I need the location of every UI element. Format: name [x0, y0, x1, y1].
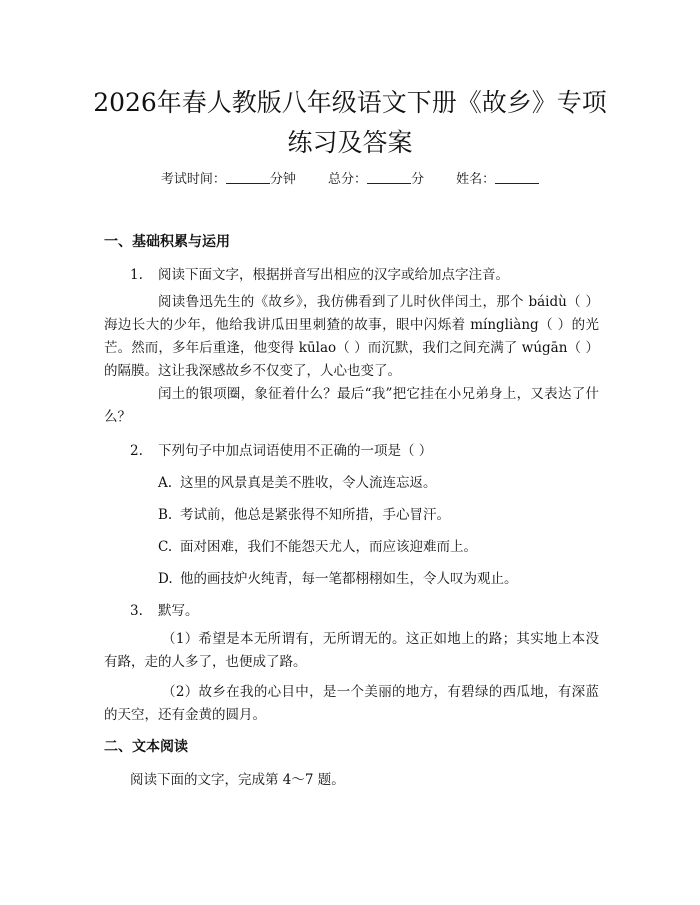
option-label: B.: [158, 507, 173, 523]
question-prompt: 下列句子中加点词语使用不正确的一项是（ ）: [158, 443, 433, 459]
question-number: 2.: [130, 443, 143, 459]
option-b: [158, 503, 450, 523]
exam-time-blank[interactable]: [226, 171, 270, 184]
option-label: C.: [158, 539, 173, 555]
document-title: 2026年春人教版八年级语文下册《故乡》专项练习及答案: [93, 88, 607, 157]
exam-time-label: 考试时间：: [160, 172, 226, 187]
option-label: D.: [158, 571, 173, 587]
exam-name: [456, 168, 539, 187]
reading-intro: 阅读下面的文字，完成第 4～7 题。: [130, 772, 345, 788]
exam-name-blank[interactable]: [495, 171, 539, 184]
exam-name-label: 姓名：: [456, 172, 496, 187]
option-c: [158, 535, 477, 555]
exam-score-label: 总分：: [327, 172, 367, 187]
question-3-item-2: （2）故乡在我的心目中，是一个美丽的地方，有碧绿的西瓜地，有深蓝的天空，还有金黄的圆月。: [104, 684, 599, 723]
question-number: 1.: [130, 267, 143, 283]
question-2: [130, 439, 432, 459]
question-3: [130, 599, 199, 619]
exam-time-unit: 分钟: [269, 172, 296, 187]
option-d: [158, 567, 518, 587]
question-1: [130, 263, 509, 283]
exam-score-blank[interactable]: [367, 171, 411, 184]
question-prompt: 默写。: [158, 603, 199, 619]
option-text: 考试前，他总是紧张得不知所措，手心冒汗。: [180, 507, 450, 523]
exam-meta: [0, 168, 700, 187]
exam-score: [328, 168, 424, 187]
section-heading: 一、基础积累与运用: [104, 234, 230, 250]
question-1-passage: 阅读鲁迅先生的《故乡》，我仿佛看到了儿时伙伴闰土，那个 báidù（ ）海边长大的少年，他给我讲瓜田里刺猹的故事，眼中闪烁着 míngliàng（ ）的光芒。然而，多年后重逢，他变得 kūlao（ ）而沉默，我们之间充满了 wúgān（ ）的隔膜。这让我深感故乡不仅变了，人心也变了。: [104, 294, 599, 379]
section-heading: 二、文本阅读: [104, 739, 188, 755]
question-number: 3.: [130, 603, 143, 619]
question-3-item-1: （1）希望是本无所谓有，无所谓无的。这正如地上的路；其实地上本没有路，走的人多了，也便成了路。: [104, 631, 599, 670]
exam-time: [161, 168, 296, 187]
option-text: 面对困难，我们不能怨天尤人，而应该迎难而上。: [180, 539, 477, 555]
option-label: A.: [158, 475, 173, 491]
question-prompt: 阅读下面文字，根据拼音写出相应的汉字或给加点字注音。: [158, 267, 509, 283]
exam-score-unit: 分: [411, 172, 425, 187]
question-1-followup: 闰土的银项圈，象征着什么？最后“我”把它挂在小兄弟身上，又表达了什么？: [104, 386, 599, 425]
option-text: 他的画技炉火纯青，每一笔都栩栩如生，令人叹为观止。: [180, 571, 518, 587]
option-text: 这里的风景真是美不胜收，令人流连忘返。: [180, 475, 437, 491]
option-a: [158, 471, 437, 491]
